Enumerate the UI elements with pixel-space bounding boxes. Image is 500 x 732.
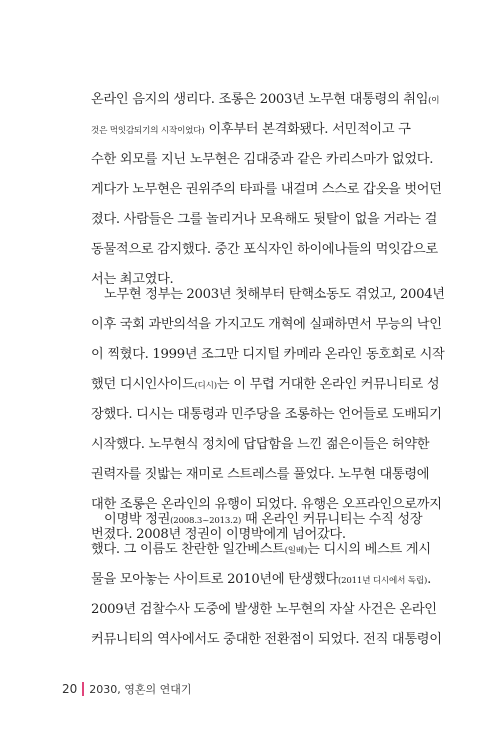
text-line	[91, 145, 434, 175]
body-text: 2009년 검찰수사 도중에 발생한 노무현의 자살 사건은 온라인	[91, 602, 437, 617]
body-text: 는 이 무렵 거대한 온라인 커뮤니티로 성	[216, 377, 440, 392]
paragraph-3	[91, 505, 442, 655]
text-line	[91, 505, 423, 535]
annotation-text: (이	[428, 96, 440, 106]
body-text: 했다. 그 이름도 찬란한 일간베스트	[91, 542, 285, 557]
text-line	[91, 235, 438, 265]
annotation-text: 것은 먹잇감되기의 시작이었다)	[91, 126, 205, 136]
body-text: 이후 국회 과반의석을 가지고도 개혁에 실패하면서 무능의 낙인	[91, 317, 442, 332]
body-text: 이 찍혔다. 1999년 조그만 디지털 카메라 온라인 동호회로 시작	[91, 347, 445, 362]
text-line	[91, 370, 440, 400]
body-text: 이명박 정권	[104, 512, 171, 527]
body-text: 시작했다. 노무현식 정치에 답답함을 느낀 젊은이들은 허약한	[91, 437, 430, 452]
text-line	[91, 310, 442, 340]
text-line	[91, 460, 430, 490]
body-text: 장했다. 디시는 대통령과 민주당을 조롱하는 언어들로 도배되기	[91, 407, 442, 422]
text-line	[91, 115, 411, 145]
body-text: 온라인 음지의 생리다. 조롱은 2003년 노무현 대통령의 취임	[91, 92, 429, 107]
annotation-text: (2008.3~2013.2)	[170, 516, 242, 526]
body-text: 서는 최고였다.	[91, 272, 174, 287]
text-line	[91, 85, 440, 115]
text-line	[91, 535, 431, 565]
annotation-text: (디시)	[194, 381, 217, 391]
body-text: 노무현 정부는 2003년 첫해부터 탄핵소동도 겪었고, 2004년	[104, 287, 445, 302]
footer-accent-bar	[82, 682, 84, 696]
body-text: .	[427, 572, 432, 587]
text-line	[91, 280, 445, 310]
annotation-text: (일베)	[284, 546, 308, 556]
body-text: 커뮤니티의 역사에서도 중대한 전환점이 되었다. 전직 대통령이	[91, 632, 442, 647]
page-footer	[62, 681, 192, 697]
body-text: 때 온라인 커뮤니티는 수직 성장	[241, 512, 423, 527]
body-text: 동물적으로 감지했다. 중간 포식자인 하이에나들의 먹잇감으로	[91, 242, 438, 257]
text-line	[91, 625, 442, 655]
book-title: 2030, 영혼의 연대기	[89, 683, 192, 696]
text-line	[91, 175, 442, 205]
text-line	[91, 430, 430, 460]
page-number: 20	[62, 682, 78, 696]
body-text: 이후부터 본격화됐다. 서민적이고 구	[204, 122, 411, 137]
text-line	[91, 340, 445, 370]
body-text: 권력자를 짓밟는 재미로 스트레스를 풀었다. 노무현 대통령에	[91, 467, 430, 482]
annotation-text: (2011년 디시에서 독립)	[337, 576, 428, 586]
body-text: 대한 조롱은 온라인의 유행이 되었다. 유행은 오프라인으로까지	[91, 497, 442, 512]
body-text: 게다가 노무현은 권위주의 타파를 내걸며 스스로 갑옷을 벗어던	[91, 182, 442, 197]
body-text: 했던 디시인사이드	[91, 377, 195, 392]
text-line	[91, 205, 438, 235]
body-text: 졌다. 사람들은 그를 놀리거나 모욕해도 뒷탈이 없을 거라는 걸	[91, 212, 438, 227]
text-line	[91, 400, 442, 430]
text-line	[91, 595, 437, 625]
body-text: 는 디시의 베스트 게시	[307, 542, 431, 557]
body-text: 수한 외모를 지닌 노무현은 김대중과 같은 카리스마가 없었다.	[91, 152, 434, 167]
body-text: 물을 모아놓는 사이트로 2010년에 탄생했다	[91, 572, 338, 587]
text-line	[91, 565, 432, 595]
body-text: 번졌다. 2008년 정권이 이명박에게 넘어갔다.	[91, 527, 346, 542]
